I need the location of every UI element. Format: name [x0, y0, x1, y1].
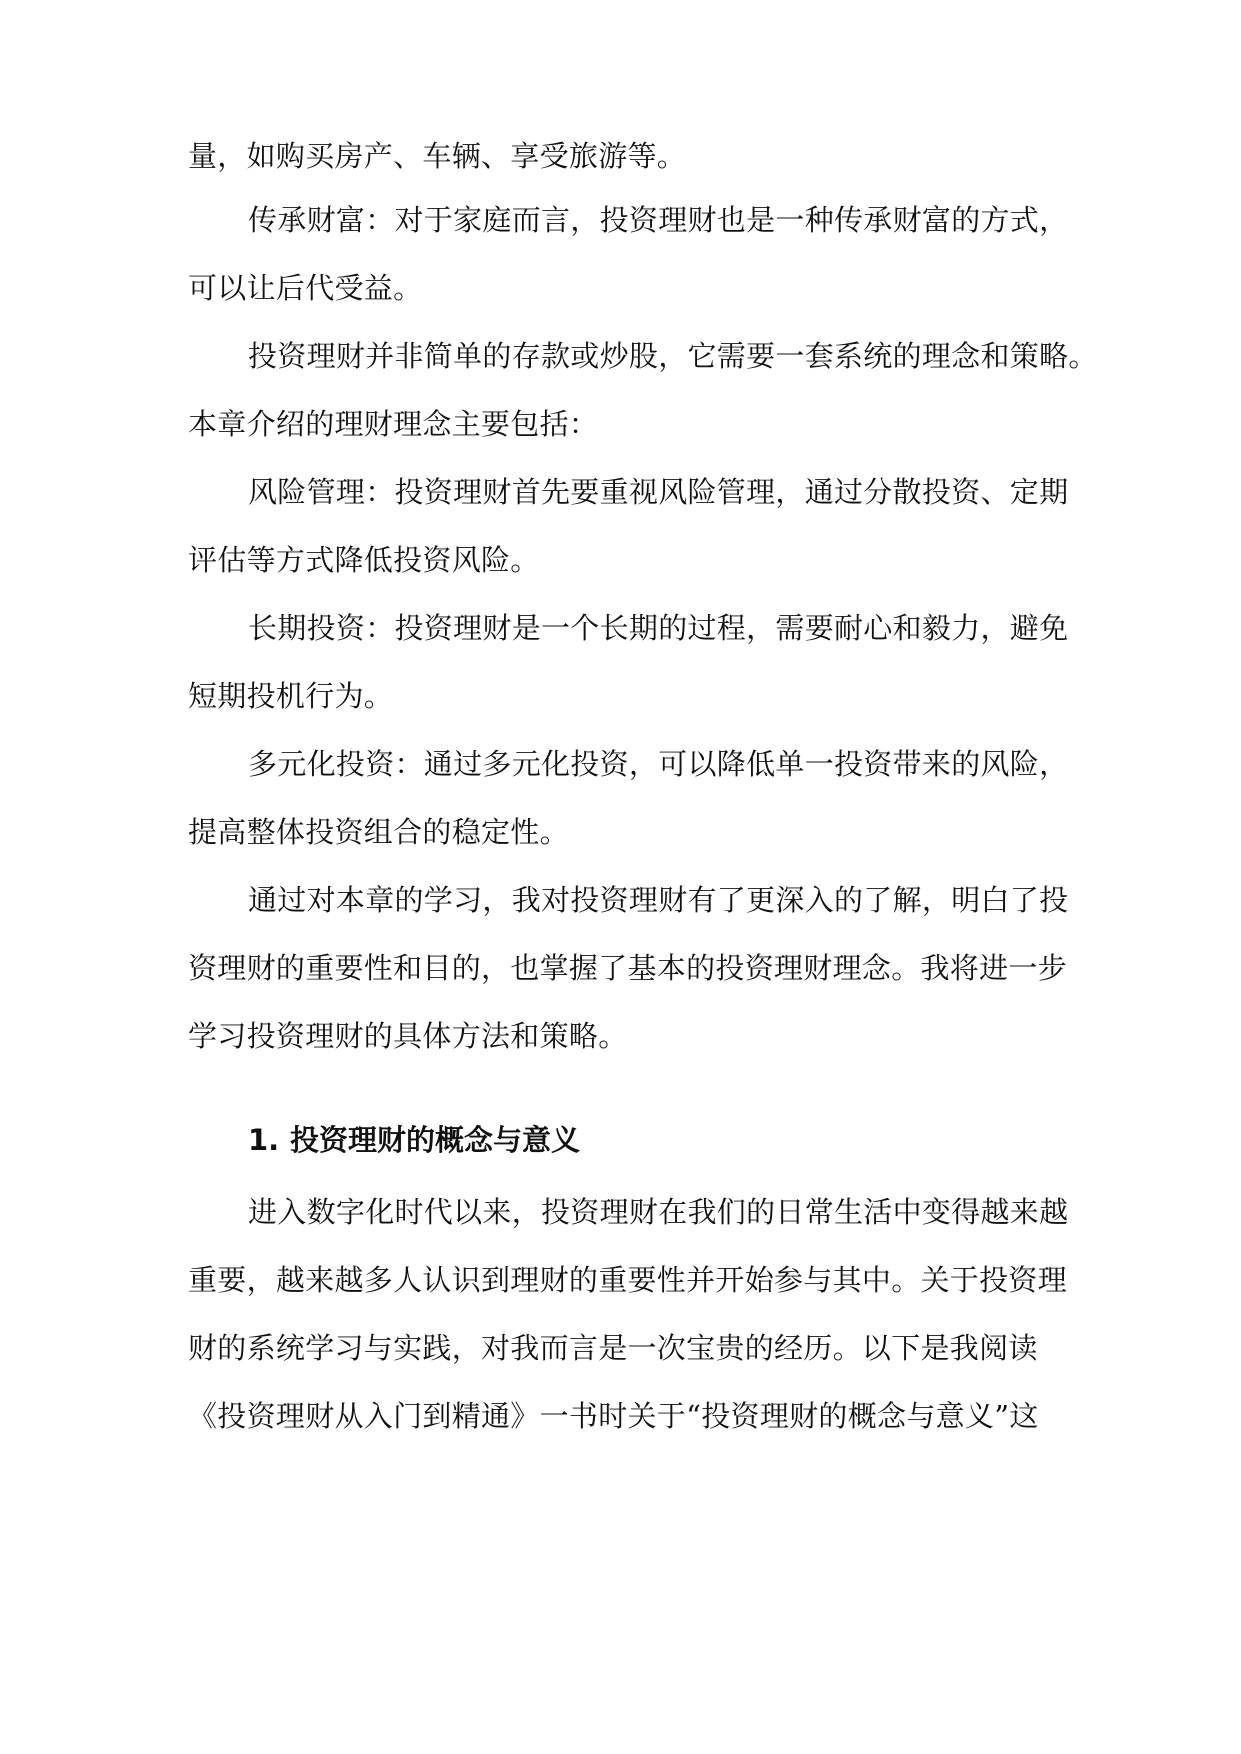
- paragraph-line: 多元化投资：通过多元化投资，可以降低单一投资带来的风险，: [248, 747, 1069, 781]
- paragraph-line: 学习投资理财的具体方法和策略。: [188, 1019, 628, 1053]
- paragraph-line: 本章介绍的理财理念主要包括：: [188, 407, 599, 441]
- paragraph-line: 投资理财并非简单的存款或炒股，它需要一套系统的理念和策略。: [248, 339, 1098, 373]
- paragraph-line: 通过对本章的学习，我对投资理财有了更深入的了解，明白了投: [248, 883, 1069, 917]
- paragraph-line: 财的系统学习与实践，对我而言是一次宝贵的经历。以下是我阅读: [188, 1331, 1038, 1365]
- paragraph-line: 可以让后代受益。: [188, 271, 423, 305]
- paragraph-line: 风险管理：投资理财首先要重视风险管理，通过分散投资、定期: [248, 475, 1069, 509]
- paragraph-line: 重要，越来越多人认识到理财的重要性并开始参与其中。关于投资理: [188, 1263, 1068, 1297]
- paragraph-line: 资理财的重要性和目的，也掌握了基本的投资理财理念。我将进一步: [188, 951, 1068, 985]
- paragraph-line: 《投资理财从入门到精通》一书时关于“投资理财的概念与意义”这: [188, 1399, 1039, 1433]
- paragraph-line: 进入数字化时代以来，投资理财在我们的日常生活中变得越来越: [248, 1195, 1069, 1229]
- section-number: 1.: [248, 1123, 280, 1157]
- section-title: 投资理财的概念与意义: [290, 1123, 581, 1157]
- paragraph-line: 量，如购买房产、车辆、享受旅游等。: [188, 139, 687, 173]
- paragraph-line: 传承财富：对于家庭而言，投资理财也是一种传承财富的方式，: [248, 203, 1069, 237]
- paragraph-line: 评估等方式降低投资风险。: [188, 543, 540, 577]
- section-heading: [248, 1120, 580, 1160]
- paragraph-line: 长期投资：投资理财是一个长期的过程，需要耐心和毅力，避免: [248, 611, 1069, 645]
- paragraph-line: 短期投机行为。: [188, 679, 394, 713]
- paragraph-line: 提高整体投资组合的稳定性。: [188, 815, 569, 849]
